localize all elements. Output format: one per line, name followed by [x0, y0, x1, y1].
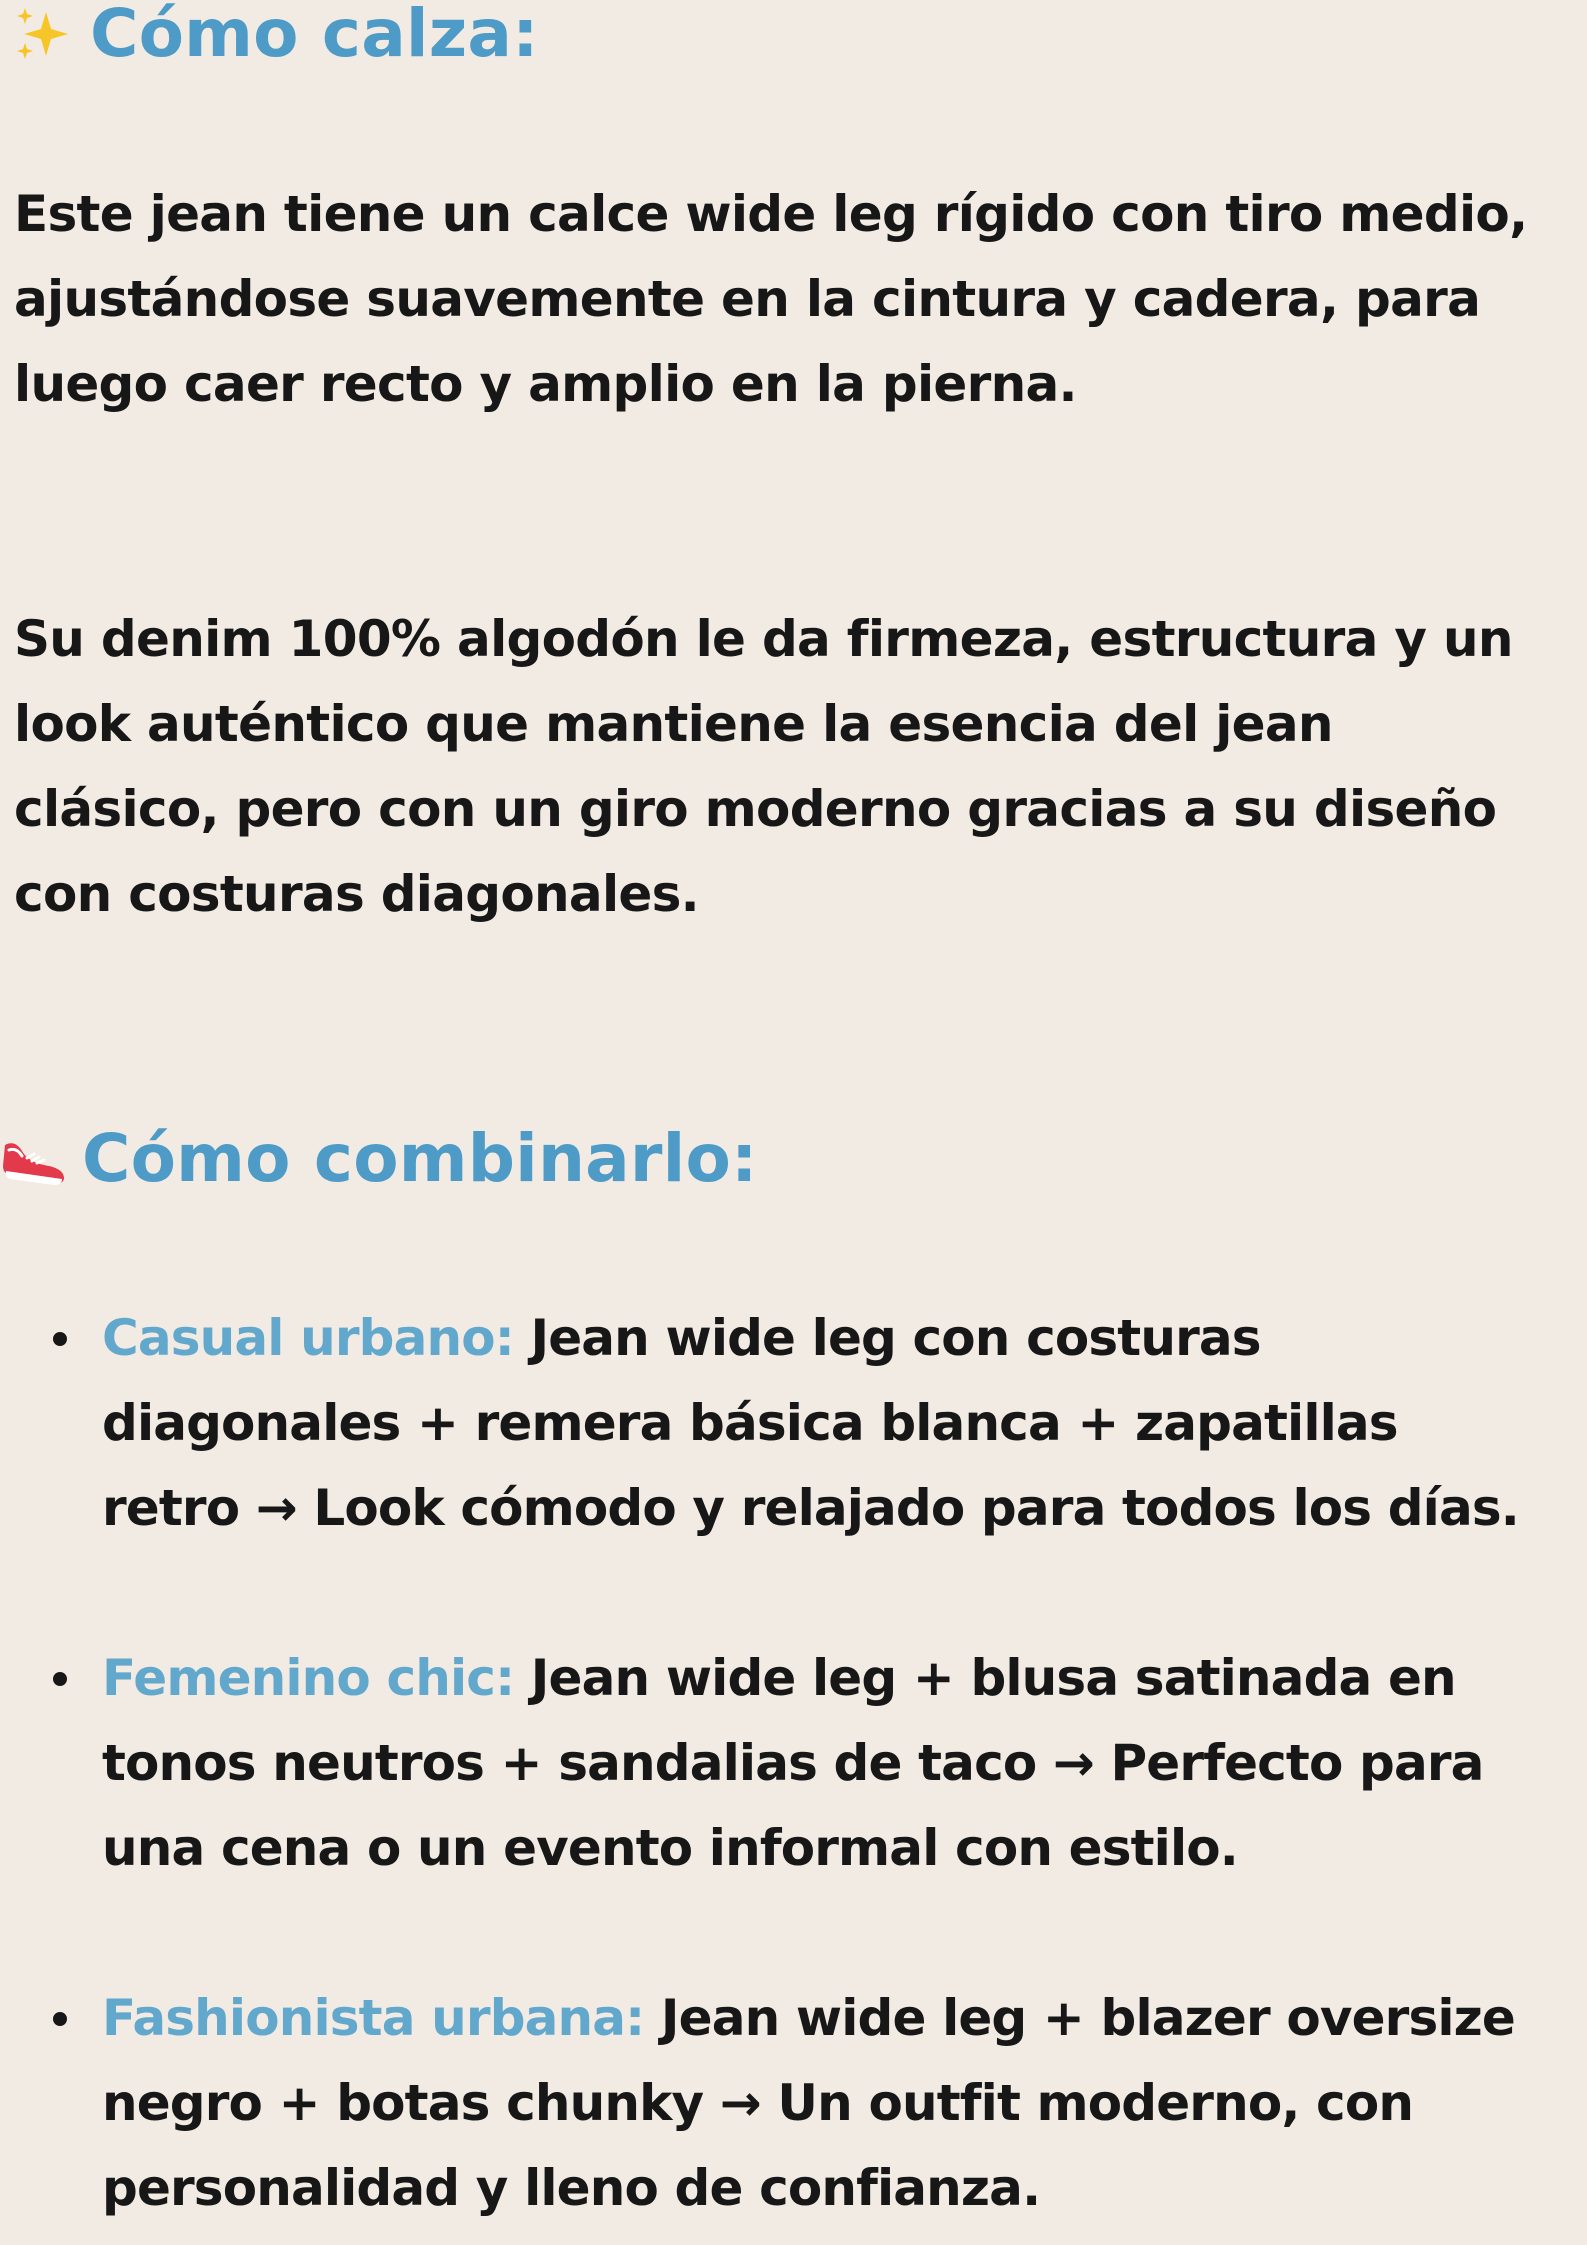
- bullet-icon: [53, 1332, 67, 1346]
- fit-paragraph-1-line-3: luego caer recto y amplio en la pierna.: [14, 355, 1077, 413]
- combine-heading-text: Cómo combinarlo:: [82, 1120, 758, 1197]
- outfit-line-2: tonos neutros + sandalias de taco → Perfecto para: [102, 1734, 1484, 1792]
- fit-paragraph-2-line-3: clásico, pero con un giro moderno gracias a su diseño: [14, 780, 1497, 838]
- outfit-line-3: personalidad y lleno de confianza.: [102, 2159, 1041, 2217]
- outfit-first-line-text: Jean wide leg + blusa satinada en: [514, 1649, 1456, 1707]
- outfit-line-2: negro + botas chunky → Un outfit moderno, con: [102, 2074, 1414, 2132]
- fit-paragraph-2: [14, 597, 1582, 937]
- bullet-icon: [53, 1672, 67, 1686]
- fit-paragraph-1-line-1: Este jean tiene un calce wide leg rígido con tiro medio,: [14, 185, 1528, 243]
- fit-paragraph-1-line-2: ajustándose suavemente en la cintura y cadera, para: [14, 270, 1481, 328]
- sneaker-icon: [0, 1133, 68, 1187]
- fit-heading: [12, 0, 539, 72]
- fit-paragraph-1: [14, 172, 1582, 427]
- bullet-icon: [53, 2012, 67, 2026]
- outfit-title: Casual urbano:: [102, 1309, 514, 1367]
- outfit-description: [102, 1976, 1582, 2231]
- outfit-title: Femenino chic:: [102, 1649, 515, 1707]
- outfit-description: [102, 1636, 1582, 1891]
- combine-heading: [0, 1120, 758, 1197]
- outfit-title: Fashionista urbana:: [102, 1989, 645, 2047]
- fit-paragraph-2-line-1: Su denim 100% algodón le da firmeza, estructura y un: [14, 610, 1513, 668]
- outfit-line-1: [102, 1976, 1582, 2061]
- fit-paragraph-2-line-4: con costuras diagonales.: [14, 865, 699, 923]
- outfit-line-3: retro → Look cómodo y relajado para todos los días.: [102, 1479, 1519, 1537]
- outfit-description: [102, 1296, 1582, 1551]
- fit-paragraph-2-line-2: look auténtico que mantiene la esencia del jean: [14, 695, 1333, 753]
- outfit-first-line-text: Jean wide leg con costuras: [513, 1309, 1261, 1367]
- outfit-line-1: [102, 1296, 1582, 1381]
- outfit-first-line-text: Jean wide leg + blazer oversize: [644, 1989, 1515, 2047]
- sparkles-icon: [12, 2, 76, 66]
- outfit-line-2: diagonales + remera básica blanca + zapatillas: [102, 1394, 1398, 1452]
- outfit-line-1: [102, 1636, 1582, 1721]
- outfit-line-3: una cena o un evento informal con estilo.: [102, 1819, 1238, 1877]
- fit-heading-text: Cómo calza:: [90, 0, 539, 72]
